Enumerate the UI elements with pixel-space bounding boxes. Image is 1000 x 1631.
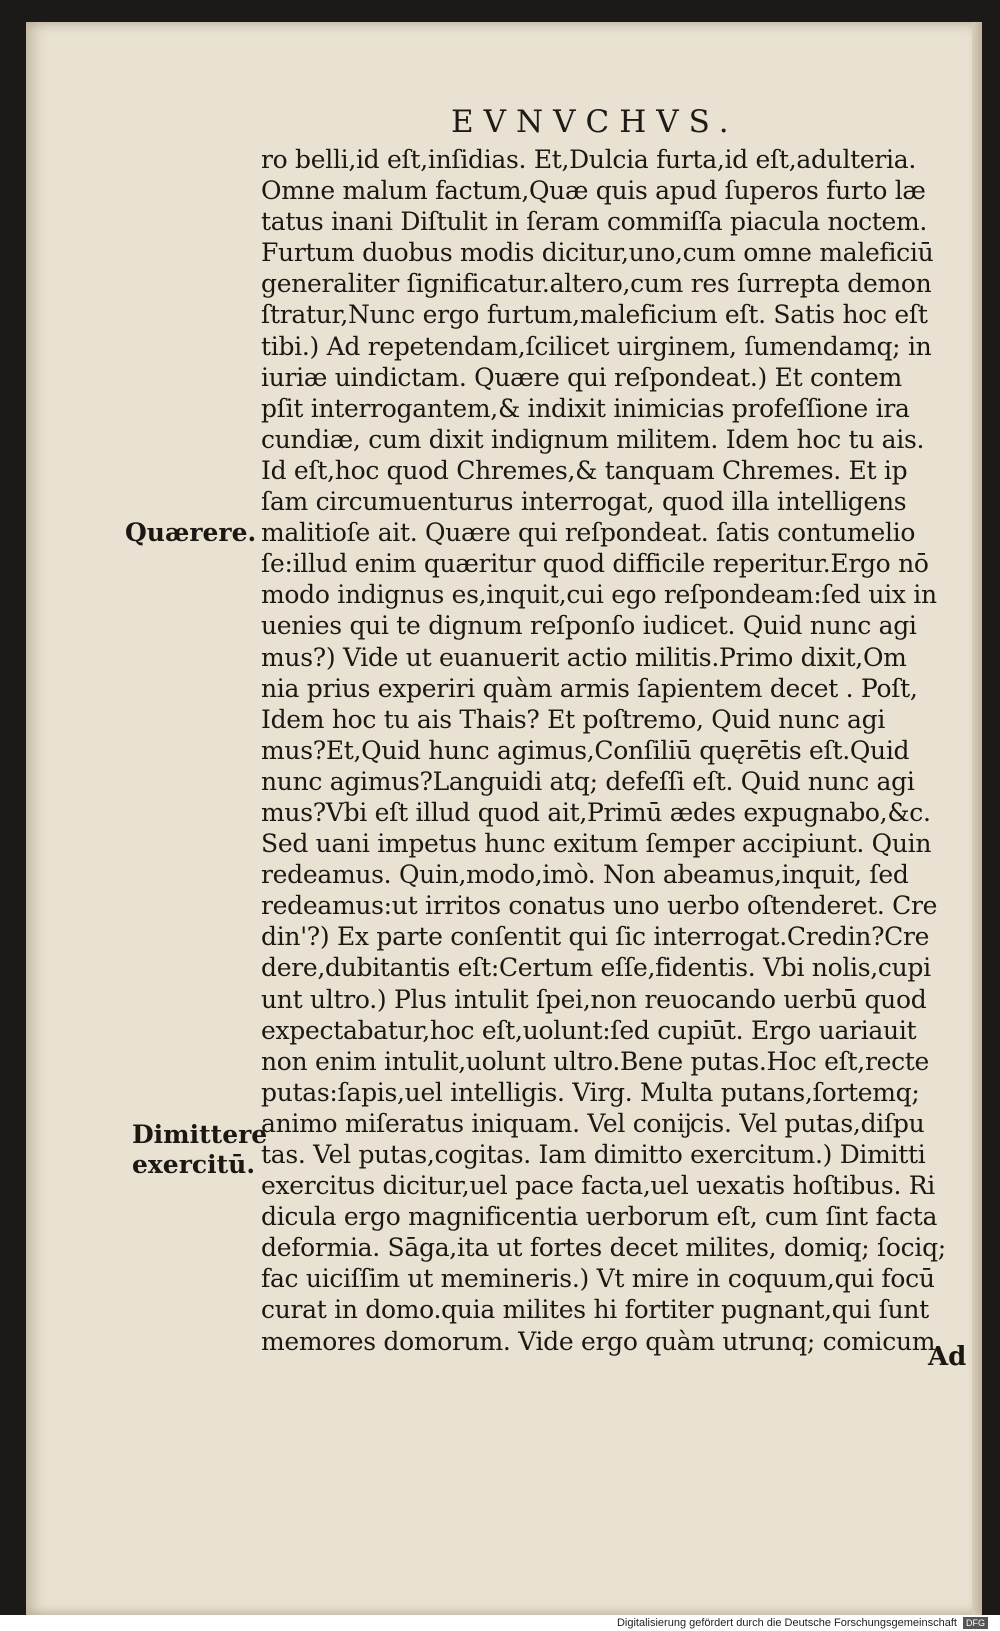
text-line: mus?) Vide ut euanuerit actio militis.Primo dixit,Om xyxy=(261,642,907,672)
catchword: Ad xyxy=(928,1342,967,1372)
main-text-block xyxy=(261,144,981,1357)
text-line: unt ultro.) Plus intulit ſpei,non reuocando uerbū quod xyxy=(261,984,927,1014)
text-line: ſe:illud enim quæritur quod difficile reperitur.Ergo nō xyxy=(261,549,929,579)
text-line: ſam circumuenturus interrogat, quod illa intelligens xyxy=(261,487,907,517)
text-line: dere,dubitantis eſt:Certum eſſe,fidentis. Vbi nolis,cupi xyxy=(261,953,931,983)
text-line: Omne malum factum,Quæ quis apud ſuperos furto læ xyxy=(261,176,926,206)
text-line: tatus inani Diſtulit in ſeram commiſſa piacula noctem. xyxy=(261,207,928,237)
text-line: generaliter ſignificatur.altero,cum res ſurrepta demon xyxy=(261,269,932,299)
digitization-footer xyxy=(617,1615,988,1631)
text-line: fac uiciſſim ut memineris.) Vt mire in coquum,qui focū xyxy=(261,1264,935,1294)
text-line: tibi.) Ad repetendam,ſcilicet uirginem, ſumendamq; in xyxy=(261,331,932,361)
text-line: ro belli,id eſt,inſidias. Et,Dulcia furta,id eſt,adulteria. xyxy=(261,145,917,174)
text-line: memores domorum. Vide ergo quàm utrunq; comicum. xyxy=(261,1326,943,1356)
text-line: putas:ſapis,uel intelligis. Virg. Multa putans,ſortemq; xyxy=(261,1077,920,1107)
text-line: redeamus. Quin,modo,imò. Non abeamus,inquit, ſed xyxy=(261,860,909,890)
text-line: Id eſt,hoc quod Chremes,& tanquam Chremes. Et ip xyxy=(261,455,908,485)
text-line: mus?Vbi eſt illud quod ait,Primū ædes expugnabo,&c. xyxy=(261,797,931,827)
text-line: mus?Et,Quid hunc agimus,Conſiliū quęrētis eſt.Quid xyxy=(261,735,910,765)
text-line: exercitus dicitur,uel pace facta,uel uexatis hoſtibus. Ri xyxy=(261,1171,935,1201)
margin-note-quaerere xyxy=(125,518,256,548)
text-line: modo indignus es,inquit,cui ego reſpondeam:ſed uix in xyxy=(261,580,937,610)
margin-note-dimittere xyxy=(132,1120,267,1180)
text-line: animo miſeratus iniquam. Vel conĳcis. Vel putas,diſpu xyxy=(261,1108,925,1138)
text-line: ſtratur,Nunc ergo furtum,maleficium eſt. Satis hoc eſt xyxy=(261,300,928,330)
text-line: malitioſe ait. Quære qui reſpondeat. ſatis contumelio xyxy=(261,518,916,548)
text-line: iuriæ uindictam. Quære qui reſpondeat.) Et contem xyxy=(261,362,902,392)
margin-note-text: Quærere. xyxy=(125,518,257,547)
text-line: tas. Vel putas,cogitas. Iam dimitto exercitum.) Dimitti xyxy=(261,1140,926,1169)
dfg-logo: DFG xyxy=(963,1617,988,1629)
text-line: expectabatur,hoc eſt,uolunt:ſed cupiūt. Ergo uariauit xyxy=(261,1015,917,1045)
text-line: Furtum duobus modis dicitur,uno,cum omne maleficiū xyxy=(261,238,934,268)
text-line: redeamus:ut irritos conatus uno uerbo oſtenderet. Cre xyxy=(261,891,938,921)
text-line: curat in domo.quia milites hi fortiter pugnant,qui ſunt xyxy=(261,1295,929,1325)
text-line: uenies qui te dignum reſponſo iudicet. Quid nunc agi xyxy=(261,611,917,641)
footer-text: Digitalisierung gefördert durch die Deutsche Forschungsgemeinschaft xyxy=(616,1617,957,1629)
text-line: Idem hoc tu ais Thais? Et poſtremo, Quid nunc agi xyxy=(261,704,886,734)
text-line: pſit interrogantem,& indixit inimicias profeſſione ira xyxy=(261,393,910,423)
margin-note-text: Dimittere xyxy=(132,1120,268,1149)
book-page xyxy=(26,22,982,1615)
text-line: nia prius experiri quàm armis ſapientem decet . Poſt, xyxy=(261,673,918,703)
text-line: dicula ergo magnificentia uerborum eſt, cum ſint facta xyxy=(261,1202,938,1232)
margin-note-text: exercitū. xyxy=(132,1150,256,1179)
text-line: cundiæ, cum dixit indignum militem. Idem hoc tu ais. xyxy=(261,424,925,454)
text-line: nunc agimus?Languidi atq; defeſſi eſt. Quid nunc agi xyxy=(261,766,915,796)
running-head: EVNVCHVS. xyxy=(451,104,739,140)
text-line: Sed uani impetus hunc exitum ſemper accipiunt. Quin xyxy=(261,829,932,859)
text-line: non enim intulit,uolunt ultro.Bene putas.Hoc eſt,recte xyxy=(261,1046,930,1076)
text-line: deformia. Sāga,ita ut fortes decet milites, domiq; ſociq; xyxy=(261,1233,946,1263)
text-line: din'?) Ex parte conſentit qui ſic interrogat.Credin?Cre xyxy=(261,922,930,952)
